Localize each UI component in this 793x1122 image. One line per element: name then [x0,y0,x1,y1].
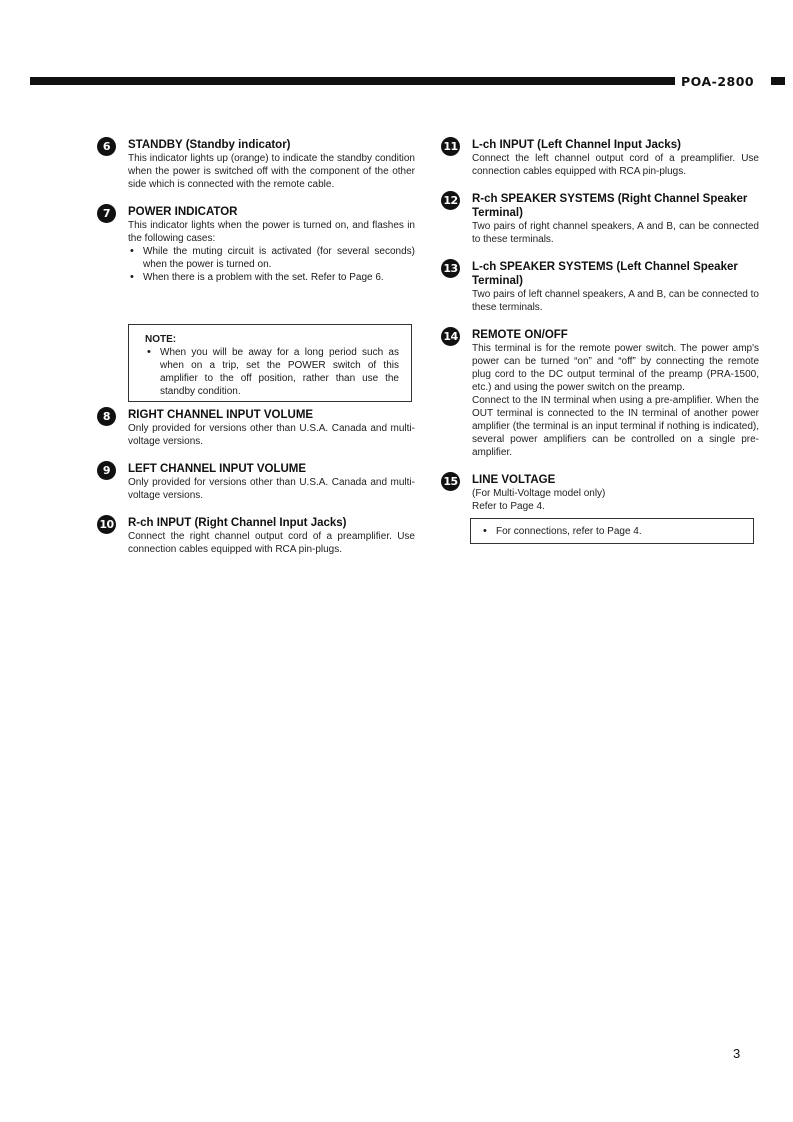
item-body: Connect the right channel output cord of a preamplifier. Use connection cables equipped with RCA pin-plugs. [128,531,415,555]
note-title: NOTE: [145,334,177,345]
item-number: 15 [441,472,460,491]
item-paragraph: This terminal is for the remote power switch. The power amp's power can be turned “on” and “off” by connecting the remote plug cord to the DC output terminal of the preamp (PRA-1500, etc.) and using the power switch on the preamp. [472,343,759,393]
item-title: L-ch SPEAKER SYSTEMS (Left Channel Speaker Terminal) [472,261,738,287]
item-right-volume [97,408,415,448]
item-body [472,487,759,513]
item-number: 14 [441,327,460,346]
item-body [472,342,759,459]
item-number: 6 [97,137,116,156]
item-power-indicator [97,205,415,284]
note-list [145,346,399,398]
header-rule-end [771,77,785,85]
right-column [441,138,759,527]
item-standby [97,138,415,191]
reference-box [470,518,754,544]
item-body: Only provided for versions other than U.S.A. Canada and multi-voltage versions. [128,477,415,501]
item-number: 11 [441,137,460,156]
note-text: • When you will be away for a long period such as when on a trip, set the POWER switch of this amplifier to the off position, rather than use the standby condition. [145,346,399,398]
reference-list [481,525,743,538]
item-left-volume [97,462,415,502]
bullet-list [128,245,415,284]
item-title: R-ch SPEAKER SYSTEMS (Right Channel Speaker Terminal) [472,193,748,219]
item-paragraph: (For Multi-Voltage model only) [472,488,606,499]
item-title: STANDBY (Standby indicator) [128,139,291,151]
item-remote-onoff [441,328,759,459]
item-paragraph: Connect to the IN terminal when using a pre-amplifier. When the OUT terminal is connected to the IN terminal of another power amplifier (the terminal is an input terminal if nothing is indicated), several power amplifiers can be controlled on a single pre-amplifier. [472,395,759,458]
item-title: REMOTE ON/OFF [472,329,568,341]
item-line-voltage [441,473,759,513]
bullet-item: • When there is a problem with the set. Refer to Page 6. [128,271,415,284]
model-name: POA-2800 [681,74,755,89]
item-rch-input [97,516,415,556]
item-title: R-ch INPUT (Right Channel Input Jacks) [128,517,347,529]
item-title: LINE VOLTAGE [472,474,556,486]
item-body: Only provided for versions other than U.S.A. Canada and multi-voltage versions. [128,423,415,447]
item-number: 7 [97,204,116,223]
item-number: 9 [97,461,116,480]
item-title: LEFT CHANNEL INPUT VOLUME [128,463,307,475]
item-number: 12 [441,191,460,210]
item-lch-speaker [441,260,759,314]
item-lch-input [441,138,759,178]
item-title: RIGHT CHANNEL INPUT VOLUME [128,409,314,421]
item-body: Two pairs of right channel speakers, A and B, can be connected to these terminals. [472,221,759,245]
item-rch-speaker [441,192,759,246]
note-box [128,324,412,402]
item-number: 10 [97,515,116,534]
item-body: Two pairs of left channel speakers, A and B, can be connected to these terminals. [472,289,759,313]
header-rule [30,77,675,85]
item-number: 8 [97,407,116,426]
item-body: Connect the left channel output cord of a preamplifier. Use connection cables equipped with RCA pin-plugs. [472,153,759,177]
item-title: POWER INDICATOR [128,206,238,218]
reference-text: • For connections, refer to Page 4. [481,525,743,538]
item-title: L-ch INPUT (Left Channel Input Jacks) [472,139,681,151]
page-number: 3 [733,1046,741,1061]
bullet-item: • While the muting circuit is activated (for several seconds) when the power is turned on. [128,245,415,271]
item-body: This indicator lights when the power is turned on, and flashes in the following cases: [128,220,415,244]
item-body: This indicator lights up (orange) to indicate the standby condition when the power is switched off with the component of the other side which is connected with the remote cable. [128,153,415,190]
item-number: 13 [441,259,460,278]
item-paragraph: Refer to Page 4. [472,501,545,512]
